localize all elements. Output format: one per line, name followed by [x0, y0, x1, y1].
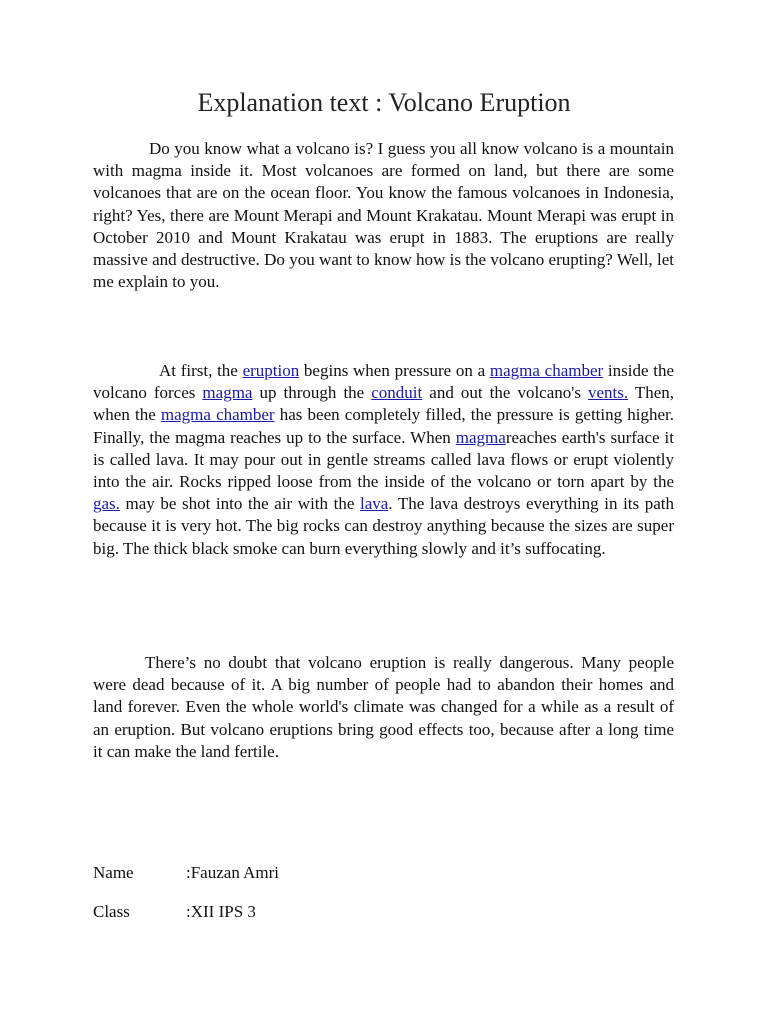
class-value: :XII IPS 3 — [186, 902, 256, 921]
text-segment: inside the volcano forces — [93, 361, 674, 403]
link-conduit[interactable]: conduit — [371, 383, 423, 403]
author-name-row — [93, 863, 279, 883]
link-magma[interactable]: magma — [202, 383, 253, 403]
class-label: Class — [93, 902, 130, 921]
text-segment: reaches earth's surface it is called lava. It may pour out in gentle streams called lava flows or erupt violently into the air. Rocks ripped loose from the inside of the volcano or torn apart by the — [93, 427, 674, 492]
text-segment: Then, when the — [93, 383, 675, 425]
link-magma-chamber[interactable]: magma chamber — [489, 361, 604, 380]
link-vents[interactable]: vents. — [587, 383, 629, 403]
link-magma-chamber-2[interactable]: magma chamber — [160, 405, 275, 425]
text-segment: begins when pressure on a — [299, 361, 490, 380]
document-title: Explanation text : Volcano Eruption — [197, 88, 571, 117]
paragraph-intro: Do you know what a volcano is? I guess you all know volcano is a mountain with magma inside it. Most volcanoes are formed on land, but there are some volcanoes that are on the ocean floor. You know the famous volcanoes in Indonesia, right? Yes, there are Mount Merapi and Mount Krakatau. Mount Merapi was erupt in October 2010 and Mount Krakatau was erupt in 1883. The eruptions are really massive and destructive. Do you want to know how is the volcano erupting? Well, let me explain to you. — [93, 139, 674, 292]
link-lava[interactable]: lava — [359, 494, 389, 514]
paragraph-process — [93, 360, 674, 560]
link-eruption[interactable]: eruption — [242, 361, 300, 380]
link-gas[interactable]: gas. — [93, 494, 120, 514]
text-segment: . The lava destroys everything in its path because it is very hot. The big rocks can destroy anything because the sizes are super big. The thick black smoke can burn everything slowly and it’s suffocating. — [93, 494, 674, 558]
name-value: :Fauzan Amri — [186, 863, 280, 882]
text-segment: and out the volcano's — [422, 383, 588, 403]
text-segment: has been completely filled, the pressure is getting higher. Finally, the magma reaches up to the surface. When — [93, 405, 674, 447]
paragraph-conclusion: There’s no doubt that volcano eruption is really dangerous. Many people were dead because of it. A big number of people had to abandon their homes and land forever. Even the whole world's climate was changed for a while as a result of an eruption. But volcano eruptions bring good effects too, because after a long time it can make the land fertile. — [93, 653, 674, 761]
text-segment: At first, the — [159, 361, 243, 380]
name-label: Name — [93, 863, 134, 882]
author-class-row — [93, 902, 256, 922]
link-magma-2[interactable]: magma — [455, 427, 506, 447]
text-segment: up through the — [252, 383, 372, 403]
text-segment: may be shot into the air with the — [119, 494, 360, 514]
